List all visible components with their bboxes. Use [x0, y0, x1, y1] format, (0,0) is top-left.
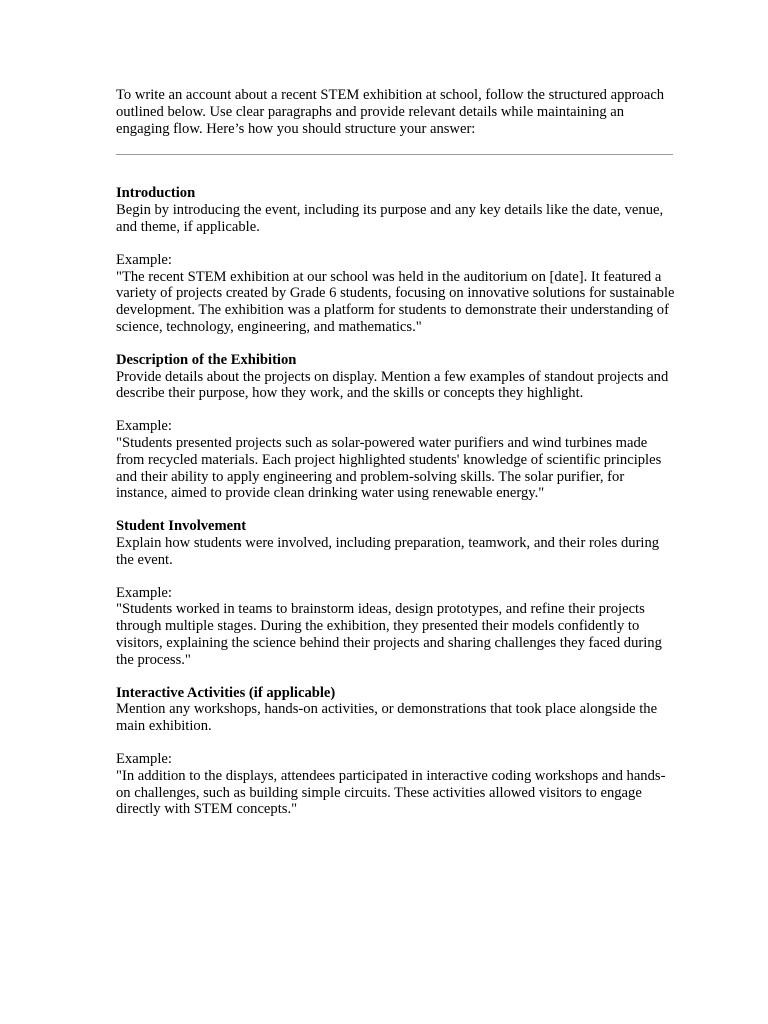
document-page — [116, 87, 676, 818]
section-body: Explain how students were involved, including preparation, teamwork, and their roles during the event. — [116, 534, 660, 568]
example-text: "Students presented projects such as solar-powered water purifiers and wind turbines made from recycled materials. Each project highlighted students' knowledge of scientific principles and their ability to apply engineering and problem-solving skills. The solar purifier, for instance, aimed to provide clean drinking water using renewable energy." — [116, 434, 662, 502]
section-introduction — [116, 185, 676, 335]
example-text: "The recent STEM exhibition at our school was held in the auditorium on [date]. It featured a variety of projects created by Grade 6 students, focusing on innovative solutions for sustainable development. The exhibition was a platform for students to demonstrate their understanding of science, technology, engineering, and mathematics." — [116, 268, 675, 335]
section-interactive-activities — [116, 685, 676, 819]
example-label: Example: — [116, 418, 172, 435]
section-body: Provide details about the projects on display. Mention a few examples of standout projects and describe their purpose, how they work, and the skills or concepts they highlight. — [116, 368, 669, 402]
example-label: Example: — [116, 750, 172, 767]
section-heading: Description of the Exhibition — [116, 351, 297, 368]
section-heading: Interactive Activities (if applicable) — [116, 684, 336, 701]
section-heading: Introduction — [116, 185, 196, 202]
section-description — [116, 352, 676, 502]
example-label: Example: — [116, 251, 172, 268]
horizontal-divider — [116, 154, 673, 155]
section-body: Begin by introducing the event, including its purpose and any key details like the date, venue, and theme, if applicable. — [116, 202, 664, 235]
intro-paragraph: To write an account about a recent STEM exhibition at school, follow the structured approach outlined below. Use clear paragraphs and provide relevant details while maintaining an engaging flow. Here’s how you should structure your answer: — [116, 87, 665, 137]
section-heading: Student Involvement — [116, 518, 247, 535]
section-student-involvement — [116, 518, 676, 668]
section-body: Mention any workshops, hands-on activities, or demonstrations that took place alongside the main exhibition. — [116, 701, 658, 735]
example-text: "Students worked in teams to brainstorm ideas, design prototypes, and refine their projects through multiple stages. During the exhibition, they presented their models confidently to visitors, explaining the science behind their projects and sharing challenges they faced during the process." — [116, 601, 662, 668]
example-text: "In addition to the displays, attendees participated in interactive coding workshops and hands-on challenges, such as building simple circuits. These activities allowed visitors to engage directly with STEM concepts." — [116, 767, 666, 818]
example-label: Example: — [116, 584, 172, 601]
